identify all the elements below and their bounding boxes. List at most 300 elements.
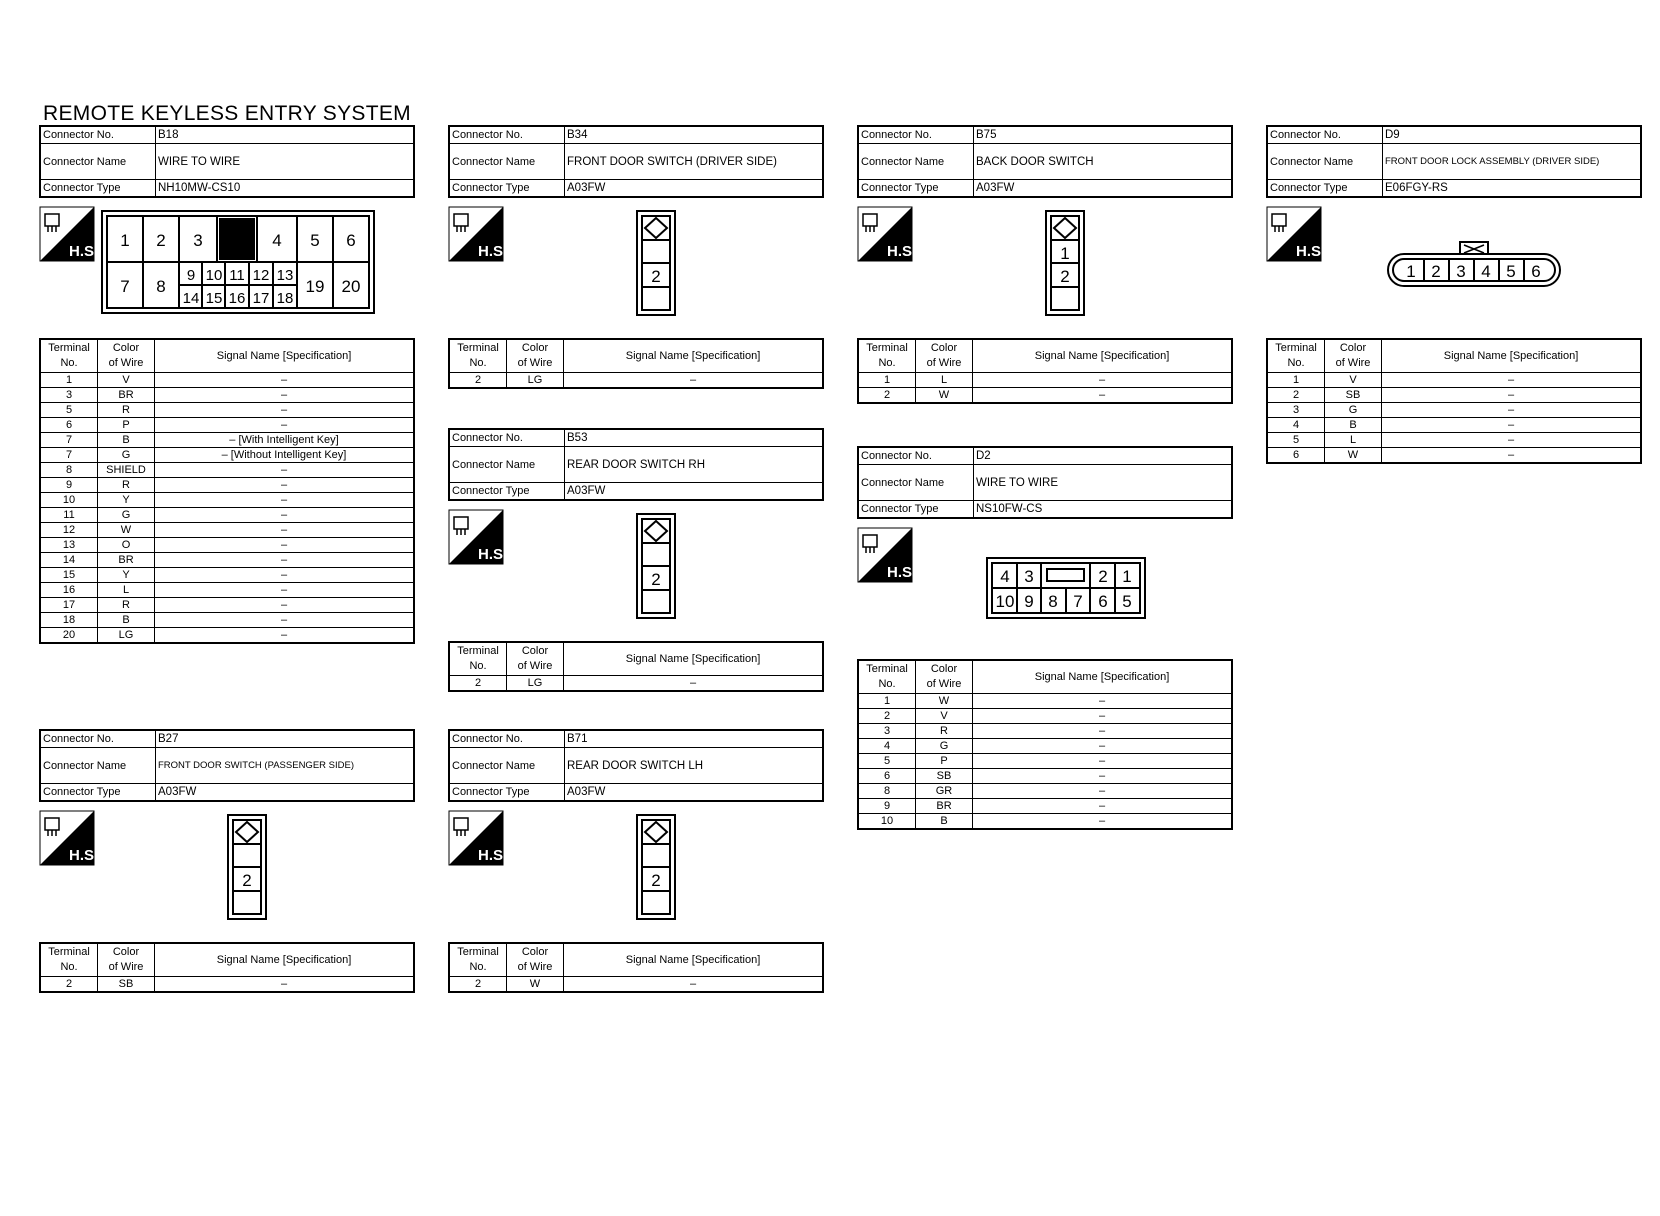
connector-no-value: B75 xyxy=(974,126,1233,144)
col-signal-header xyxy=(973,660,1233,694)
connector-name-label: Connector Name xyxy=(858,465,974,501)
connector-no-value: B27 xyxy=(156,730,415,748)
table-row xyxy=(449,676,823,692)
wire-color-cell: BR xyxy=(98,388,155,403)
terminal-no-cell: 11 xyxy=(40,508,98,523)
connector-no-label: Connector No. xyxy=(1267,126,1383,144)
connector-name-value: FRONT DOOR SWITCH (DRIVER SIDE) xyxy=(565,144,824,180)
harness-side-icon xyxy=(39,206,99,262)
connector-block-b71 xyxy=(448,729,824,993)
signal-name-cell: – xyxy=(973,799,1233,814)
terminal-no-cell: 5 xyxy=(1267,433,1325,448)
connector-header xyxy=(1266,125,1642,198)
table-row xyxy=(40,463,414,478)
col-terminal-header xyxy=(449,339,507,373)
terminal-no-cell: 2 xyxy=(40,977,98,993)
connector-face-b27 xyxy=(227,814,267,920)
col-color-header-text: Color xyxy=(521,645,549,657)
terminal-no-cell: 20 xyxy=(40,628,98,644)
wire-color-cell: R xyxy=(98,403,155,418)
connector-name-label: Connector Name xyxy=(449,748,565,784)
wire-color-cell: W xyxy=(507,977,564,993)
signal-name-cell: – xyxy=(1382,433,1642,448)
table-row xyxy=(40,493,414,508)
col-terminal-header xyxy=(1267,339,1325,373)
table-row xyxy=(1267,403,1641,418)
connector-no-label: Connector No. xyxy=(40,126,156,144)
pin-label: 7 xyxy=(1073,592,1083,611)
table-row xyxy=(40,568,414,583)
terminal-table xyxy=(448,942,824,993)
hs-label: H.S. xyxy=(887,243,917,260)
col-color-header xyxy=(98,943,155,977)
connector-block-d2 xyxy=(857,446,1233,830)
connector-diagram xyxy=(448,501,824,641)
table-row xyxy=(40,508,414,523)
wire-color-cell: W xyxy=(1325,448,1382,464)
col-terminal-header-text: Terminal xyxy=(457,946,499,958)
wire-color-cell: B xyxy=(98,433,155,448)
connector-no-label: Connector No. xyxy=(858,126,974,144)
connector-name-label: Connector Name xyxy=(858,144,974,180)
col-terminal-header-text: Terminal xyxy=(48,342,90,354)
wire-color-cell: GR xyxy=(916,784,973,799)
connector-block-b34 xyxy=(448,125,824,389)
signal-name-cell: – xyxy=(155,463,415,478)
col-color-header xyxy=(98,339,155,373)
signal-name-cell: – xyxy=(155,538,415,553)
connector-face-b75 xyxy=(1045,210,1085,316)
col-terminal-header-text: No. xyxy=(60,357,78,369)
table-row xyxy=(858,739,1232,754)
connector-type-label: Connector Type xyxy=(40,784,156,802)
terminal-no-cell: 3 xyxy=(858,724,916,739)
connector-type-label: Connector Type xyxy=(858,501,974,519)
wire-color-cell: V xyxy=(916,709,973,724)
col-terminal-header-text: No. xyxy=(469,357,487,369)
pin-label: 5 xyxy=(310,231,320,250)
connector-face-b18 xyxy=(101,210,376,315)
terminal-no-cell: 2 xyxy=(449,676,507,692)
connector-header xyxy=(448,428,824,501)
table-row xyxy=(1267,373,1641,388)
table-row xyxy=(858,814,1232,830)
connector-diagram xyxy=(448,198,824,338)
wire-color-cell: P xyxy=(916,754,973,769)
terminal-no-cell: 14 xyxy=(40,553,98,568)
connector-name-label: Connector Name xyxy=(1267,144,1383,180)
terminal-no-cell: 9 xyxy=(858,799,916,814)
table-row xyxy=(858,784,1232,799)
table-row xyxy=(40,523,414,538)
connector-type-label: Connector Type xyxy=(858,180,974,198)
connector-name-value: BACK DOOR SWITCH xyxy=(974,144,1233,180)
wire-color-cell: G xyxy=(98,448,155,463)
table-row xyxy=(858,799,1232,814)
pin-label: 13 xyxy=(276,267,294,284)
signal-name-cell: – xyxy=(155,568,415,583)
col-color-header xyxy=(507,943,564,977)
terminal-table xyxy=(448,641,824,692)
terminal-no-cell: 6 xyxy=(1267,448,1325,464)
terminal-table xyxy=(1266,338,1642,464)
col-terminal-header-text: No. xyxy=(878,678,896,690)
connector-name-label: Connector Name xyxy=(449,144,565,180)
connector-face-b53 xyxy=(636,513,676,619)
col-terminal-header xyxy=(40,943,98,977)
pin-label: 2 xyxy=(651,570,661,589)
harness-side-icon xyxy=(448,810,508,866)
table-row xyxy=(858,724,1232,739)
signal-name-cell: – xyxy=(155,613,415,628)
connector-face-d9 xyxy=(1386,240,1562,290)
terminal-table-header xyxy=(40,339,414,373)
col-terminal-header xyxy=(40,339,98,373)
pin-label: 17 xyxy=(252,290,270,307)
table-row xyxy=(858,373,1232,388)
signal-name-cell: – xyxy=(973,814,1233,830)
col-color-header xyxy=(507,642,564,676)
col-signal-header-text: Signal Name [Specification] xyxy=(216,349,352,362)
table-row xyxy=(449,977,823,993)
connector-type-label: Connector Type xyxy=(449,483,565,501)
signal-name-cell: – xyxy=(973,754,1233,769)
pin-label: 16 xyxy=(228,290,246,307)
wire-color-cell: LG xyxy=(507,373,564,389)
signal-name-cell: – xyxy=(1382,418,1642,433)
table-row xyxy=(858,388,1232,404)
signal-name-cell: – xyxy=(155,418,415,433)
terminal-no-cell: 2 xyxy=(449,977,507,993)
col-terminal-header xyxy=(449,943,507,977)
pin-label: 9 xyxy=(186,267,196,284)
wire-color-cell: R xyxy=(98,598,155,613)
terminal-no-cell: 6 xyxy=(858,769,916,784)
connector-name-value: FRONT DOOR LOCK ASSEMBLY (DRIVER SIDE) xyxy=(1383,144,1642,180)
connector-type-label: Connector Type xyxy=(1267,180,1383,198)
wire-color-cell: LG xyxy=(98,628,155,644)
hs-label: H.S. xyxy=(478,546,508,563)
signal-name-cell: – [Without Intelligent Key] xyxy=(155,448,415,463)
signal-name-cell: – xyxy=(973,373,1233,388)
connector-block-b75 xyxy=(857,125,1233,404)
table-row xyxy=(40,388,414,403)
table-row xyxy=(40,613,414,628)
table-row xyxy=(1267,418,1641,433)
col-color-header-text: Color xyxy=(521,946,549,958)
connector-type-label: Connector Type xyxy=(449,784,565,802)
terminal-table-header xyxy=(40,943,414,977)
signal-name-cell: – xyxy=(155,628,415,644)
connector-block-d9 xyxy=(1266,125,1642,464)
col-color-header-text: of Wire xyxy=(926,678,962,690)
signal-name-cell: – xyxy=(1382,448,1642,464)
col-color-header-text: of Wire xyxy=(517,660,553,672)
col-terminal-header-text: No. xyxy=(1287,357,1305,369)
terminal-no-cell: 10 xyxy=(40,493,98,508)
terminal-no-cell: 3 xyxy=(40,388,98,403)
connector-face-b71 xyxy=(636,814,676,920)
terminal-no-cell: 4 xyxy=(1267,418,1325,433)
col-terminal-header xyxy=(858,660,916,694)
pin-label: 1 xyxy=(1406,262,1416,281)
harness-side-icon xyxy=(857,527,917,583)
pin-label: 3 xyxy=(1024,567,1034,586)
terminal-no-cell: 1 xyxy=(858,373,916,388)
connector-type-value: A03FW xyxy=(565,180,824,198)
pin-label: 1 xyxy=(1122,567,1132,586)
signal-name-cell: – xyxy=(564,676,824,692)
terminal-no-cell: 1 xyxy=(40,373,98,388)
signal-name-cell: – xyxy=(1382,403,1642,418)
connector-name-label: Connector Name xyxy=(449,447,565,483)
wire-color-cell: BR xyxy=(98,553,155,568)
pin-label: 5 xyxy=(1506,262,1516,281)
signal-name-cell: – xyxy=(155,493,415,508)
terminal-table xyxy=(39,942,415,993)
pin-label: 7 xyxy=(120,277,130,296)
connector-name-value: WIRE TO WIRE xyxy=(974,465,1233,501)
table-row xyxy=(858,709,1232,724)
connector-no-value: B71 xyxy=(565,730,824,748)
connector-name-value: REAR DOOR SWITCH RH xyxy=(565,447,824,483)
connector-no-value: B18 xyxy=(156,126,415,144)
col-terminal-header xyxy=(449,642,507,676)
wire-color-cell: Y xyxy=(98,493,155,508)
wire-color-cell: SB xyxy=(1325,388,1382,403)
wire-color-cell: G xyxy=(98,508,155,523)
col-color-header-text: of Wire xyxy=(1335,357,1371,369)
col-terminal-header-text: Terminal xyxy=(48,946,90,958)
connector-name-label: Connector Name xyxy=(40,748,156,784)
connector-no-value: B53 xyxy=(565,429,824,447)
signal-name-cell: – xyxy=(973,709,1233,724)
table-row xyxy=(40,448,414,463)
wire-color-cell: V xyxy=(1325,373,1382,388)
pin-label: 1 xyxy=(1060,244,1070,263)
pin-label: 2 xyxy=(242,871,252,890)
terminal-table-header xyxy=(449,943,823,977)
col-color-header-text: of Wire xyxy=(926,357,962,369)
wire-color-cell: BR xyxy=(916,799,973,814)
connector-header xyxy=(448,125,824,198)
pin-label: 2 xyxy=(651,871,661,890)
wire-color-cell: W xyxy=(916,388,973,404)
connector-no-label: Connector No. xyxy=(449,429,565,447)
hs-label: H.S. xyxy=(478,847,508,864)
pin-label: 19 xyxy=(305,277,325,296)
connector-type-value: A03FW xyxy=(156,784,415,802)
terminal-no-cell: 2 xyxy=(449,373,507,389)
terminal-table-header xyxy=(1267,339,1641,373)
wire-color-cell: W xyxy=(916,694,973,709)
signal-name-cell: – xyxy=(155,977,415,993)
wire-color-cell: SB xyxy=(98,977,155,993)
connector-diagram xyxy=(39,802,415,942)
connector-type-value: NH10MW-CS10 xyxy=(156,180,415,198)
terminal-table-header xyxy=(858,339,1232,373)
hs-label: H.S. xyxy=(887,564,917,581)
harness-side-icon xyxy=(1266,206,1326,262)
col-color-header xyxy=(1325,339,1382,373)
col-color-header-text: Color xyxy=(1339,342,1367,354)
connector-diagram xyxy=(857,519,1233,659)
signal-name-cell: – xyxy=(973,739,1233,754)
terminal-no-cell: 2 xyxy=(858,709,916,724)
col-signal-header xyxy=(155,943,415,977)
table-row xyxy=(40,538,414,553)
pin-label: 4 xyxy=(1000,567,1010,586)
terminal-no-cell: 2 xyxy=(1267,388,1325,403)
terminal-no-cell: 12 xyxy=(40,523,98,538)
pin-label: 5 xyxy=(1122,592,1132,611)
wire-color-cell: SHIELD xyxy=(98,463,155,478)
terminal-no-cell: 13 xyxy=(40,538,98,553)
signal-name-cell: – xyxy=(155,403,415,418)
signal-name-cell: – xyxy=(1382,373,1642,388)
wire-color-cell: L xyxy=(98,583,155,598)
table-row xyxy=(40,598,414,613)
table-row xyxy=(40,373,414,388)
wire-color-cell: L xyxy=(1325,433,1382,448)
wire-color-cell: LG xyxy=(507,676,564,692)
terminal-no-cell: 1 xyxy=(1267,373,1325,388)
col-terminal-header-text: Terminal xyxy=(866,663,908,675)
connector-name-value: REAR DOOR SWITCH LH xyxy=(565,748,824,784)
signal-name-cell: – xyxy=(973,694,1233,709)
wire-color-cell: L xyxy=(916,373,973,388)
pin-label: 8 xyxy=(156,277,166,296)
col-terminal-header-text: Terminal xyxy=(1275,342,1317,354)
pin-label: 3 xyxy=(1456,262,1466,281)
wire-color-cell: Y xyxy=(98,568,155,583)
signal-name-cell: – [With Intelligent Key] xyxy=(155,433,415,448)
table-row xyxy=(40,628,414,644)
table-row xyxy=(40,403,414,418)
pin-label: 1 xyxy=(120,231,130,250)
col-signal-header xyxy=(564,339,824,373)
signal-name-cell: – xyxy=(564,373,824,389)
pin-label: 2 xyxy=(1431,262,1441,281)
harness-side-icon xyxy=(39,810,99,866)
terminal-no-cell: 2 xyxy=(858,388,916,404)
connector-type-label: Connector Type xyxy=(40,180,156,198)
wire-color-cell: SB xyxy=(916,769,973,784)
terminal-no-cell: 6 xyxy=(40,418,98,433)
signal-name-cell: – xyxy=(1382,388,1642,403)
connector-header xyxy=(39,125,415,198)
signal-name-cell: – xyxy=(155,373,415,388)
connector-header xyxy=(448,729,824,802)
col-signal-header-text: Signal Name [Specification] xyxy=(1034,349,1170,362)
table-row xyxy=(40,433,414,448)
table-row xyxy=(40,478,414,493)
connector-no-label: Connector No. xyxy=(449,126,565,144)
connector-diagram xyxy=(448,802,824,942)
signal-name-cell: – xyxy=(973,724,1233,739)
connector-name-value: WIRE TO WIRE xyxy=(156,144,415,180)
col-color-header xyxy=(916,339,973,373)
connector-header xyxy=(39,729,415,802)
wire-color-cell: R xyxy=(916,724,973,739)
terminal-no-cell: 10 xyxy=(858,814,916,830)
pin-label: 6 xyxy=(1531,262,1541,281)
col-terminal-header-text: No. xyxy=(60,961,78,973)
table-row xyxy=(40,418,414,433)
wire-color-cell: G xyxy=(1325,403,1382,418)
connector-name-value: FRONT DOOR SWITCH (PASSENGER SIDE) xyxy=(156,748,415,784)
col-signal-header-text: Signal Name [Specification] xyxy=(216,953,352,966)
wire-color-cell: B xyxy=(1325,418,1382,433)
connector-block-b27 xyxy=(39,729,415,993)
terminal-no-cell: 1 xyxy=(858,694,916,709)
connector-type-label: Connector Type xyxy=(449,180,565,198)
pin-label: 4 xyxy=(1481,262,1491,281)
wire-color-cell: B xyxy=(98,613,155,628)
connector-no-label: Connector No. xyxy=(858,447,974,465)
hs-label: H.S. xyxy=(69,847,99,864)
col-terminal-header-text: Terminal xyxy=(866,342,908,354)
pin-label: 6 xyxy=(1098,592,1108,611)
col-color-header-text: of Wire xyxy=(517,357,553,369)
signal-name-cell: – xyxy=(155,478,415,493)
table-row xyxy=(1267,388,1641,403)
terminal-no-cell: 15 xyxy=(40,568,98,583)
signal-name-cell: – xyxy=(973,784,1233,799)
col-signal-header-text: Signal Name [Specification] xyxy=(1443,349,1579,362)
col-color-header-text: Color xyxy=(521,342,549,354)
connector-no-value: D9 xyxy=(1383,126,1642,144)
col-color-header-text: Color xyxy=(930,342,958,354)
terminal-table-header xyxy=(449,339,823,373)
terminal-no-cell: 3 xyxy=(1267,403,1325,418)
signal-name-cell: – xyxy=(973,769,1233,784)
connector-type-value: A03FW xyxy=(565,784,824,802)
signal-name-cell: – xyxy=(973,388,1233,404)
page-title: REMOTE KEYLESS ENTRY SYSTEM xyxy=(43,102,411,125)
col-color-header-text: Color xyxy=(112,342,140,354)
pin-label: 4 xyxy=(272,231,282,250)
pin-label: 3 xyxy=(193,231,203,250)
wire-color-cell: O xyxy=(98,538,155,553)
col-color-header-text: of Wire xyxy=(517,961,553,973)
terminal-no-cell: 5 xyxy=(40,403,98,418)
terminal-table-header xyxy=(858,660,1232,694)
col-color-header-text: Color xyxy=(112,946,140,958)
signal-name-cell: – xyxy=(564,977,824,993)
table-row xyxy=(40,553,414,568)
pin-label: 2 xyxy=(1098,567,1108,586)
harness-side-icon xyxy=(448,509,508,565)
wire-color-cell: G xyxy=(916,739,973,754)
col-terminal-header-text: No. xyxy=(878,357,896,369)
connector-type-value: A03FW xyxy=(565,483,824,501)
connector-block-b18 xyxy=(39,125,415,644)
pin-label: 2 xyxy=(156,231,166,250)
table-row xyxy=(858,754,1232,769)
terminal-no-cell: 17 xyxy=(40,598,98,613)
connector-no-value: B34 xyxy=(565,126,824,144)
wire-color-cell: R xyxy=(98,478,155,493)
col-color-header xyxy=(916,660,973,694)
connector-diagram xyxy=(39,198,415,338)
table-row xyxy=(858,694,1232,709)
terminal-table xyxy=(857,659,1233,830)
pin-label: 2 xyxy=(651,267,661,286)
table-row xyxy=(1267,433,1641,448)
connector-no-label: Connector No. xyxy=(449,730,565,748)
hs-label: H.S. xyxy=(478,243,508,260)
